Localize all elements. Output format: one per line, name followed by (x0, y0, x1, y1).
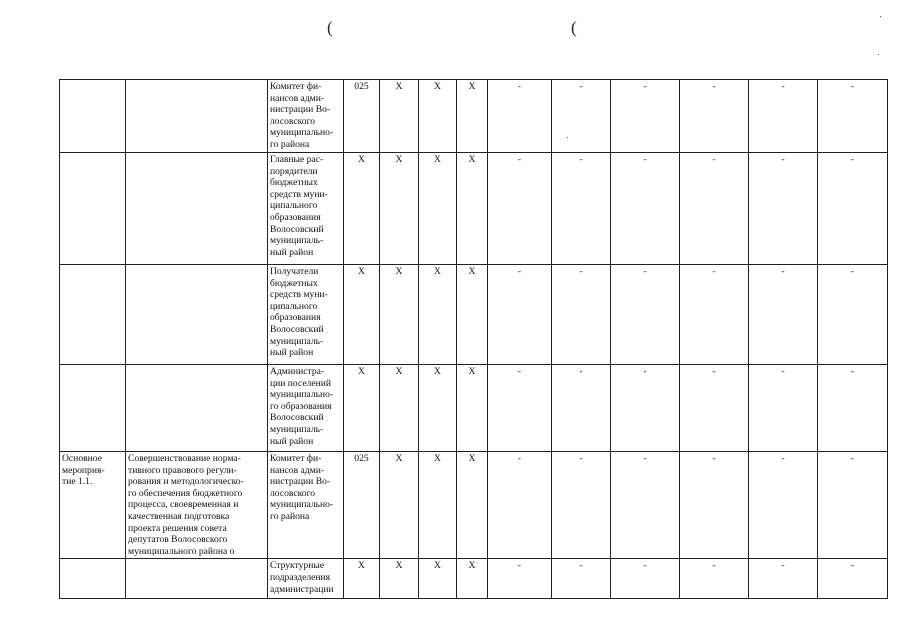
activity-cell (60, 365, 126, 452)
value-cell: - (680, 365, 749, 452)
code-cell: X (380, 265, 419, 365)
code-cell: X (457, 452, 488, 559)
activity-cell (60, 559, 126, 599)
value-cell: - (552, 365, 611, 452)
value-cell: - (611, 265, 680, 365)
activity-cell (60, 265, 126, 365)
value-cell: - (818, 559, 888, 599)
value-cell: - (488, 452, 552, 559)
scan-speck (880, 16, 881, 17)
value-cell: - (749, 365, 818, 452)
table-row (60, 265, 888, 365)
value-cell: - (611, 153, 680, 265)
value-cell: - (680, 452, 749, 559)
activity-cell (60, 153, 126, 265)
code-cell: X (380, 559, 419, 599)
value-cell: - (611, 559, 680, 599)
code-cell: X (380, 452, 419, 559)
value-cell: - (749, 153, 818, 265)
value-cell: - (818, 452, 888, 559)
budget-program-table (59, 79, 888, 599)
value-cell: - (749, 452, 818, 559)
table-row (60, 452, 888, 559)
activity-cell (60, 80, 126, 153)
code-cell: X (457, 265, 488, 365)
code-cell: X (419, 365, 457, 452)
value-cell: - (552, 559, 611, 599)
value-cell: - (611, 80, 680, 153)
code-cell: X (380, 365, 419, 452)
code-cell: X (419, 80, 457, 153)
executor-cell: Комитет фи- нансов адми- нистрации Во- лосовского муниципально- го района (268, 80, 344, 153)
value-cell: - (488, 265, 552, 365)
value-cell: - (680, 80, 749, 153)
executor-cell: Главные рас- порядители бюджетных средств муни- ципального образования Волосовский муниципаль- ный район (268, 153, 344, 265)
code-cell: 025 (344, 80, 380, 153)
table-body (60, 80, 888, 599)
code-cell: X (344, 559, 380, 599)
value-cell: - (552, 153, 611, 265)
description-cell (126, 365, 268, 452)
code-cell: X (419, 452, 457, 559)
value-cell: - (611, 365, 680, 452)
code-cell: X (344, 365, 380, 452)
value-cell: - (552, 265, 611, 365)
value-cell: - (552, 452, 611, 559)
value-cell: - (749, 265, 818, 365)
code-cell: X (419, 265, 457, 365)
code-cell: X (419, 559, 457, 599)
value-cell: - (488, 559, 552, 599)
value-cell: - (611, 452, 680, 559)
code-cell: X (380, 153, 419, 265)
header-paren-left: ( (327, 18, 333, 37)
code-cell: X (380, 80, 419, 153)
table-row (60, 153, 888, 265)
code-cell: X (457, 365, 488, 452)
value-cell: - (488, 365, 552, 452)
executor-cell: Комитет фи- нансов адми- нистрации Во- лосовского муниципально- го района (268, 452, 344, 559)
executor-cell: Администра- ции поселений муниципально- го образования Волосовский муниципаль- ный район (268, 365, 344, 452)
executor-cell: Получатели бюджетных средств муни- ципального образования Волосовский муниципаль- ный район (268, 265, 344, 365)
value-cell: - (818, 153, 888, 265)
value-cell: - (552, 80, 611, 153)
description-cell (126, 265, 268, 365)
code-cell: X (419, 153, 457, 265)
code-cell: X (344, 265, 380, 365)
executor-cell: Структурные подразделения администрации (268, 559, 344, 599)
value-cell: - (488, 80, 552, 153)
code-cell: X (457, 153, 488, 265)
code-cell: X (457, 80, 488, 153)
header-paren-right: ( (571, 18, 577, 37)
value-cell: - (749, 80, 818, 153)
code-cell: X (457, 559, 488, 599)
code-cell: X (344, 153, 380, 265)
table-row (60, 559, 888, 599)
value-cell: - (680, 559, 749, 599)
description-cell (126, 153, 268, 265)
value-cell: - (680, 265, 749, 365)
value-cell: - (680, 153, 749, 265)
activity-cell: Основное мероприя- тие 1.1. (60, 452, 126, 559)
table-row (60, 80, 888, 153)
description-cell: Совершенствование норма- тивного правового регули- рования и методологическо- го обеспечения бюджетного процесса, своевременная и качественная подготовка проекта решения совета депутатов Волосовского муниципального района о (126, 452, 268, 559)
table-row (60, 365, 888, 452)
value-cell: - (818, 365, 888, 452)
code-cell: 025 (344, 452, 380, 559)
scan-speck (878, 54, 879, 55)
value-cell: - (818, 80, 888, 153)
description-cell (126, 80, 268, 153)
value-cell: - (488, 153, 552, 265)
description-cell (126, 559, 268, 599)
value-cell: - (749, 559, 818, 599)
value-cell: - (818, 265, 888, 365)
